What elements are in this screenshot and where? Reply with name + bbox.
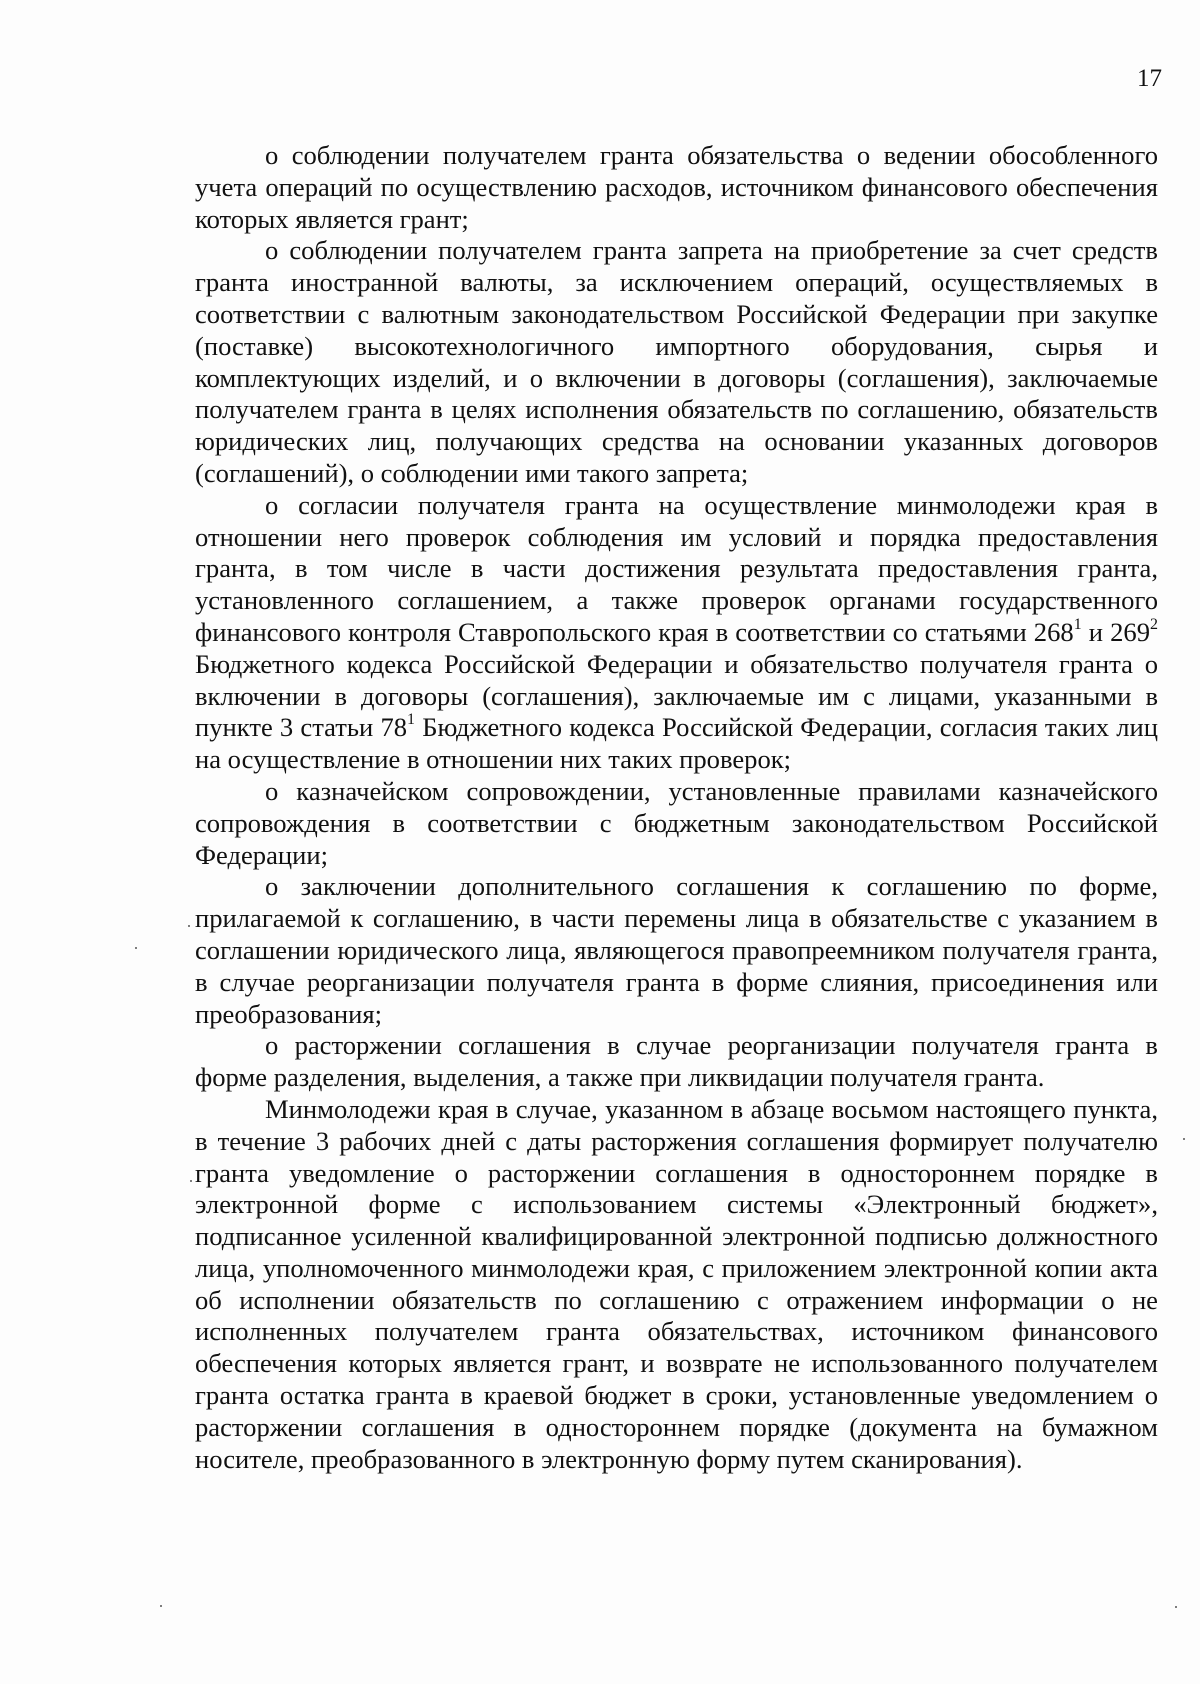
paragraph-currency-ban: о соблюдении получателем гранта запрета на приобретение за счет средств гранта иностранной валюты, за исключением операций, осуществляемых в соответствии с валютным законодательством Российской Федерации при закупке (поставке) высокотехнологичного импортного оборудования, сырья и комплектующих изделий, и о включении в договоры (соглашения), заключаемые получателем гранта в целях исполнения обязательств по соглашению, обязательств юридических лиц, получающих средства на основании указанных договоров (соглашений), о соблюдении ими такого запрета; [195, 235, 1158, 488]
scan-speck [190, 1180, 192, 1182]
scan-speck [1175, 1606, 1177, 1608]
scan-speck [160, 1605, 162, 1607]
paragraph-termination: о расторжении соглашения в случае реорганизации получателя гранта в форме разделения, выделения, а также при ликвидации получателя гранта. [195, 1030, 1158, 1093]
paragraph-inspection-consent: о согласии получателя гранта на осуществление минмолодежи края в отношении него проверок соблюдения им условий и порядка предоставления гранта, в том числе в части достижения результата предоставления гранта, установленного соглашением, а также проверок органами государственного финансового контроля Ставропольского края в соответствии со статьями $268^1$ и $269^2$ Бюджетного кодекса Российской Федерации и обязательство получателя гранта о включении в договоры (соглашения), заключаемые им с лицами, указанными в пункте 3 статьи $78^1$ Бюджетного кодекса Российской Федерации, согласия таких лиц на осуществление в отношении них таких проверок; [195, 489, 1158, 775]
paragraph-termination-notice: Минмолодежи края в случае, указанном в абзаце восьмом настоящего пункта, в течение 3 рабочих дней с даты расторжения соглашения формирует получателю гранта уведомление о расторжении соглашения в одностороннем порядке в электронной форме с использованием системы «Электронный бюджет», подписанное усиленной квалифицированной электронной подписью должностного лица, уполномоченного минмолодежи края, с приложением электронной копии акта об исполнении обязательств по соглашению с отражением информации о не исполненных получателем гранта обязательствах, источником финансового обеспечения которых является грант, и возврате не использованного получателем гранта остатка гранта в краевой бюджет в сроки, установленные уведомлением о расторжении соглашения в одностороннем порядке (документа на бумажном носителе, преобразованного в электронную форму путем сканирования). [195, 1093, 1158, 1474]
paragraph-separate-accounting: о соблюдении получателем гранта обязательства о ведении обособленного учета операций по осуществлению расходов, источником финансового обеспечения которых является грант; [195, 140, 1158, 234]
scan-speck [135, 947, 137, 949]
scan-speck [1183, 1138, 1185, 1140]
page-number: 17 [1137, 65, 1162, 92]
body-text [195, 140, 1158, 1475]
scan-speck [188, 925, 190, 927]
paragraph-treasury-support: о казначейском сопровождении, установленные правилами казначейского сопровождения в соответствии с бюджетным законодательством Российской Федерации; [195, 775, 1158, 870]
paragraph-additional-agreement: о заключении дополнительного соглашения к соглашению по форме, прилагаемой к соглашению, в части перемены лица в обязательстве с указанием в соглашении юридического лица, являющегося правопреемником получателя гранта, в случае реорганизации получателя гранта в форме слияния, присоединения или преобразования; [195, 871, 1158, 1029]
